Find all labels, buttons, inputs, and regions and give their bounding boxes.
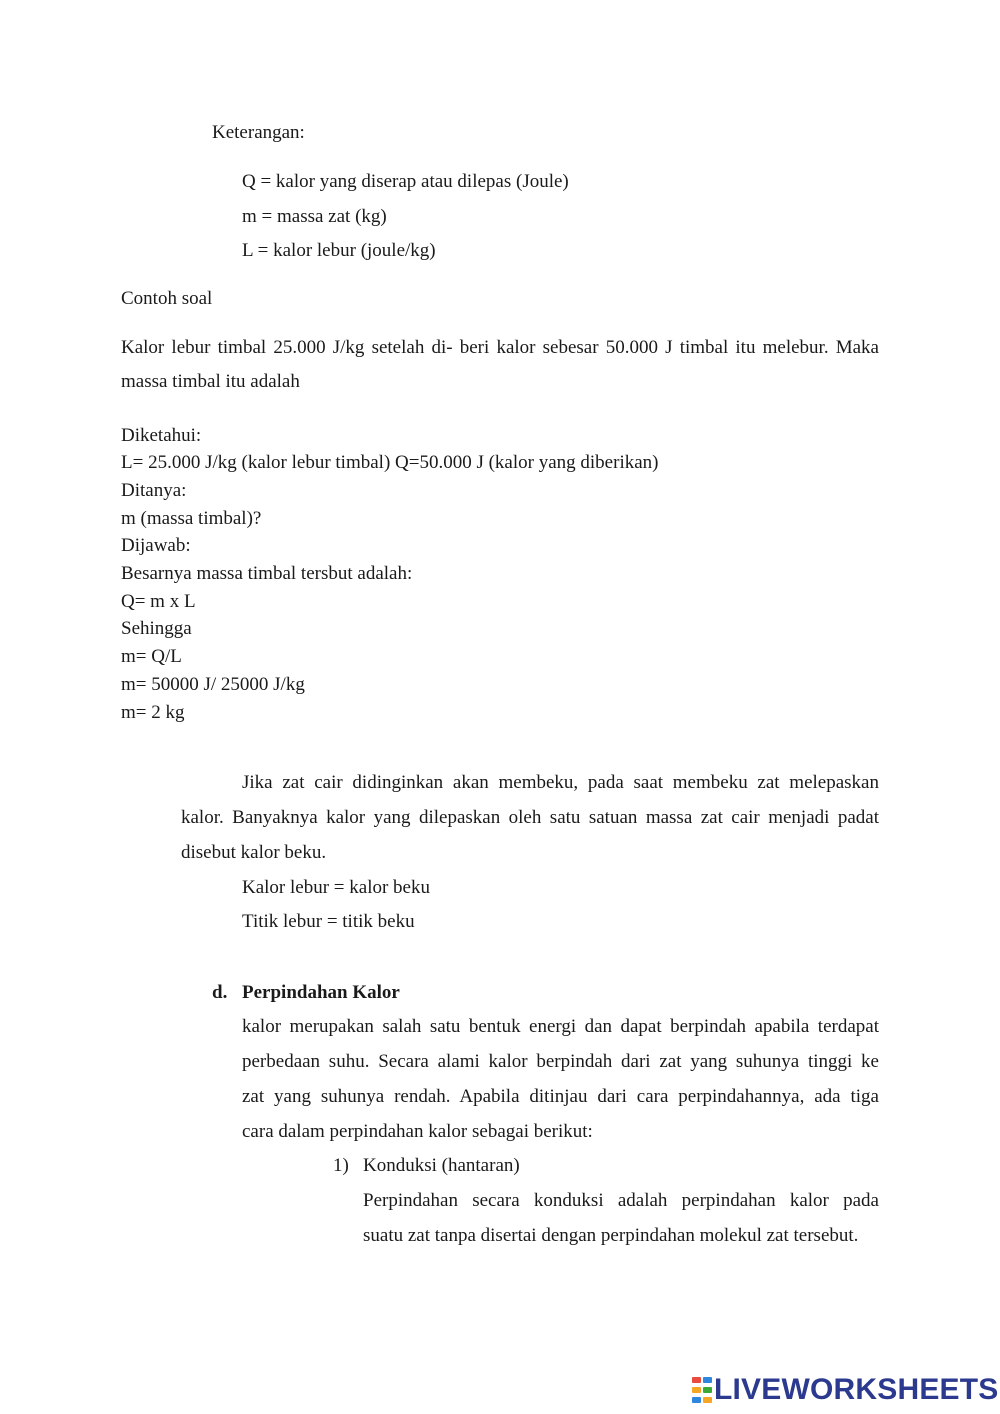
konduksi-number: 1)	[333, 1155, 349, 1176]
section-d-marker: d.	[212, 982, 228, 1003]
solution-line: L= 25.000 J/kg (kalor lebur timbal) Q=50.000 J (kalor yang diberikan)	[121, 452, 659, 473]
solution-line: Dijawab:	[121, 535, 191, 556]
solution-line: Diketahui:	[121, 425, 202, 446]
beku-paragraph-line3: disebut kalor beku.	[181, 842, 327, 863]
liveworksheets-logo-icon	[692, 1377, 712, 1403]
solution-line: m= Q/L	[121, 646, 182, 667]
section-d-line: kalor merupakan salah satu bentuk energi dan dapat berpindah apabila terdapat	[242, 1016, 879, 1037]
beku-paragraph-line2: kalor. Banyaknya kalor yang dilepaskan oleh satu satuan massa zat cair menjadi padat	[181, 807, 879, 828]
solution-line: m= 50000 J/ 25000 J/kg	[121, 674, 305, 695]
keterangan-item-q: Q = kalor yang diserap atau dilepas (Joule)	[242, 171, 569, 192]
solution-line: m= 2 kg	[121, 702, 185, 723]
konduksi-line1: Perpindahan secara konduksi adalah perpindahan kalor pada	[363, 1190, 879, 1211]
solution-line: m (massa timbal)?	[121, 508, 262, 529]
contoh-question-line2: massa timbal itu adalah	[121, 371, 300, 392]
solution-line: Ditanya:	[121, 480, 187, 501]
solution-line: Q= m x L	[121, 591, 196, 612]
keterangan-heading: Keterangan:	[212, 122, 305, 143]
konduksi-title: Konduksi (hantaran)	[363, 1155, 520, 1176]
beku-equation-1: Kalor lebur = kalor beku	[242, 877, 430, 898]
liveworksheets-logo	[692, 1373, 999, 1407]
solution-line: Besarnya massa timbal tersbut adalah:	[121, 563, 413, 584]
section-d-line: zat yang suhunya rendah. Apabila ditinjau dari cara perpindahannya, ada tiga	[242, 1086, 879, 1107]
contoh-question-line1: Kalor lebur timbal 25.000 J/kg setelah di- beri kalor sebesar 50.000 J timbal itu melebur. Maka	[121, 337, 879, 358]
keterangan-item-l: L = kalor lebur (joule/kg)	[242, 240, 436, 261]
contoh-heading: Contoh soal	[121, 288, 213, 309]
liveworksheets-logo-text: LIVEWORKSHEETS	[714, 1373, 999, 1406]
section-d-line: cara dalam perpindahan kalor sebagai berikut:	[242, 1121, 593, 1142]
konduksi-line2: suatu zat tanpa disertai dengan perpindahan molekul zat tersebut.	[363, 1225, 859, 1246]
keterangan-item-m: m = massa zat (kg)	[242, 206, 387, 227]
beku-paragraph-line1: Jika zat cair didinginkan akan membeku, pada saat membeku zat melepaskan	[242, 772, 879, 793]
section-d-line: perbedaan suhu. Secara alami kalor berpindah dari zat yang suhunya tinggi ke	[242, 1051, 879, 1072]
beku-equation-2: Titik lebur = titik beku	[242, 911, 415, 932]
section-d-title: Perpindahan Kalor	[242, 982, 400, 1003]
solution-line: Sehingga	[121, 618, 192, 639]
